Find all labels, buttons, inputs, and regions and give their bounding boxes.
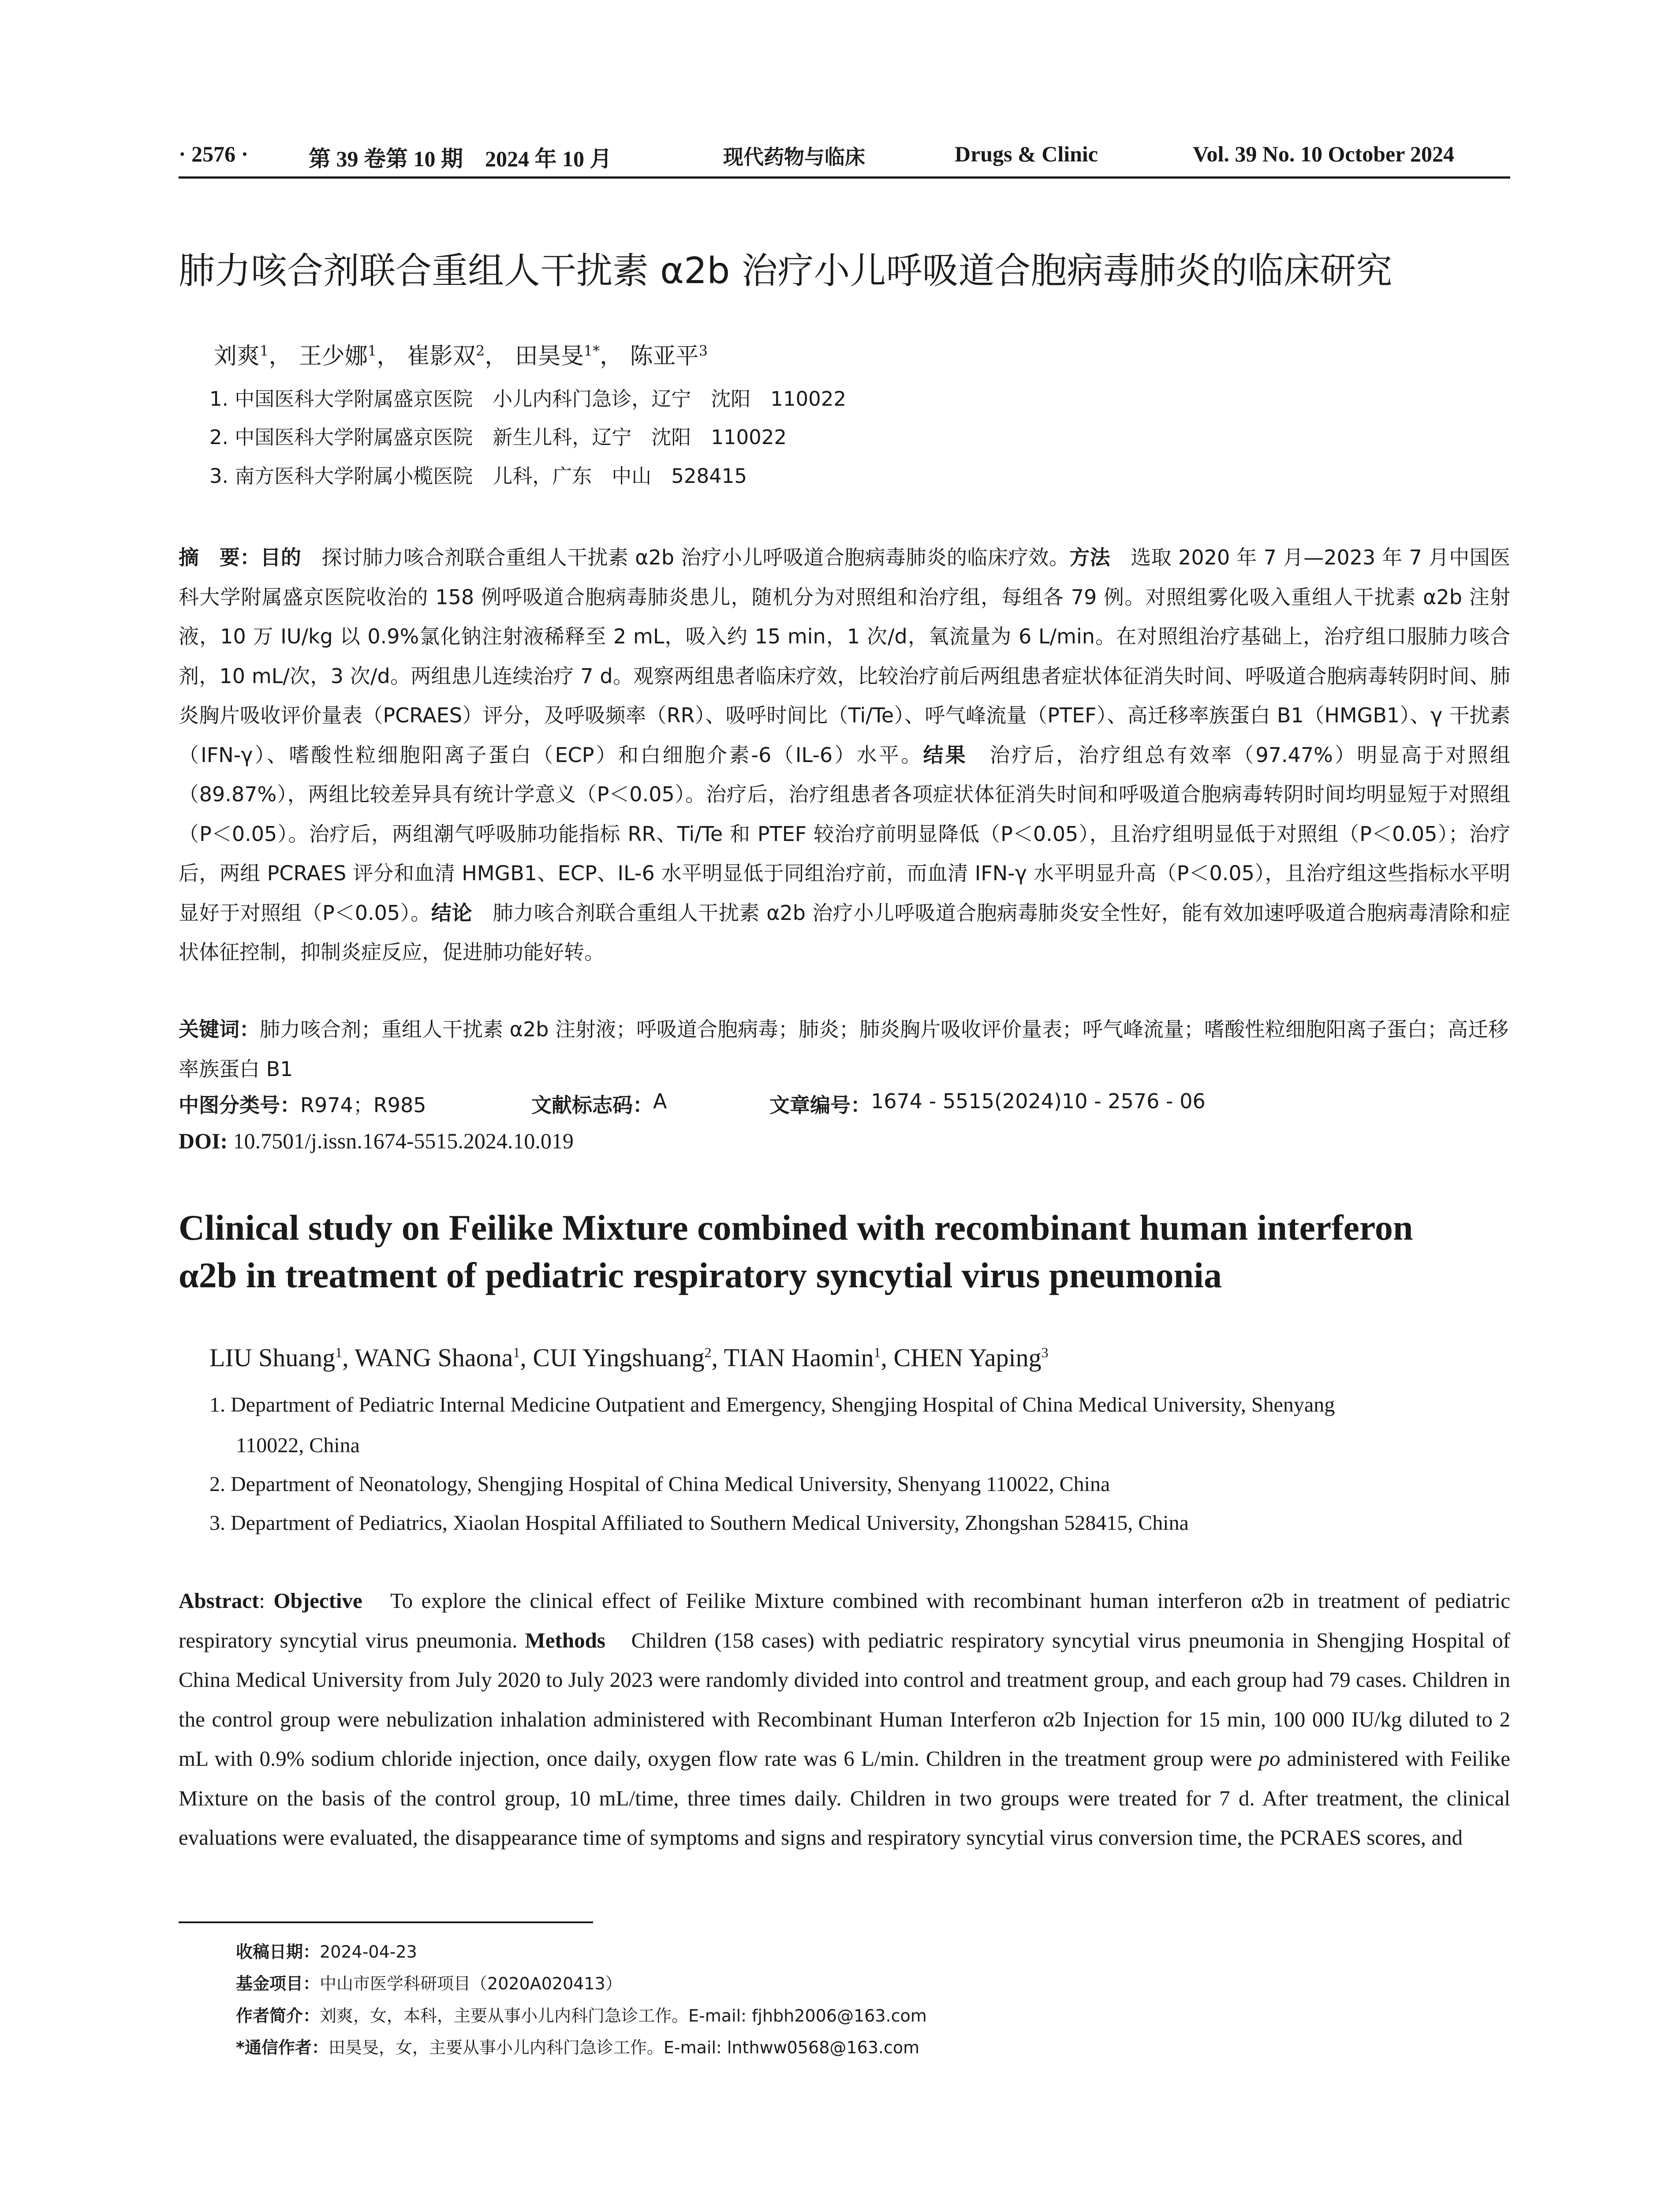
en-author: CUI Yingshuang: [533, 1343, 705, 1372]
footnote-label: 收稿日期：: [236, 1942, 320, 1962]
footnote-rule: [179, 1921, 593, 1923]
footnote-label: 作者简介：: [236, 2006, 320, 2026]
footnote-fund: [236, 1970, 622, 1994]
cn-conclusion-text: 肺力咳合剂联合重组人干扰素 α2b 治疗小儿呼吸道合胞病毒肺炎安全性好，能有效加速呼吸道合胞病毒清除和症状体征控制，抑制炎症反应，促进肺功能好转。: [179, 901, 1510, 964]
cn-author-sup: 1*: [583, 342, 600, 359]
cn-author: 陈亚平: [630, 343, 699, 370]
en-objective-text: To explore the clinical effect of Feilike Mixture combined with recombinant human interferon α2b in treatment of pediatric respiratory syncytial virus pneumonia.: [179, 1588, 1510, 1652]
en-author: LIU Shuang: [209, 1343, 336, 1372]
en-author: WANG Shaona: [355, 1343, 513, 1372]
page-number: · 2576 ·: [179, 142, 249, 166]
cn-journal-name: 现代药物与临床: [723, 145, 865, 169]
en-author-sup: 1: [874, 1344, 881, 1360]
en-author-sup: 2: [704, 1344, 712, 1360]
footnote-received: [236, 1938, 417, 1962]
cn-keywords: [179, 1010, 1510, 1089]
cn-keywords-label: 关键词：: [179, 1017, 260, 1041]
cn-author: 王少娜: [299, 343, 368, 370]
doccode-value: A: [653, 1089, 667, 1113]
articleno-value: 1674 - 5515(2024)10 - 2576 - 06: [871, 1089, 1206, 1113]
doi-value: 10.7501/j.issn.1674-5515.2024.10.019: [233, 1129, 574, 1153]
footnote-corresponding: [236, 2034, 919, 2058]
en-title-line: Clinical study on Feilike Mixture combined with recombinant human interferon: [179, 1207, 1413, 1248]
en-affiliation-line: 1. Department of Pediatric Internal Medicine Outpatient and Emergency, Shengjing Hospital of China Medical University, Shenyang: [209, 1393, 1335, 1416]
en-issue: Vol. 39 No. 10 October 2024: [1193, 142, 1455, 166]
cn-abstract: [179, 538, 1510, 972]
doi-line: [179, 1128, 574, 1154]
cn-keywords-text: 肺力咳合剂；重组人干扰素 α2b 注射液；呼吸道合胞病毒；肺炎；肺炎胸片吸收评价量表；呼气峰流量；嗜酸性粒细胞阳离子蛋白；高迁移率族蛋白 B1: [179, 1017, 1509, 1081]
footnote-text: 刘爽，女，本科，主要从事小儿内科门急诊工作。E-mail: fjhbh2006@163.com: [320, 2006, 927, 2026]
en-author: CHEN Yaping: [893, 1343, 1042, 1372]
cn-results-label: 结果: [923, 743, 968, 767]
en-affiliation: 2. Department of Neonatology, Shengjing Hospital of China Medical University, Shenyang 110022, China: [209, 1472, 1110, 1496]
en-affiliation: [209, 1385, 1510, 1466]
en-journal-name: Drugs & Clinic: [955, 142, 1098, 166]
en-objective-label: Objective: [273, 1588, 362, 1613]
cn-methods-text: 选取 2020 年 7 月—2023 年 7 月中国医科大学附属盛京医院收治的 158 例呼吸道合胞病毒肺炎患儿，随机分为对照组和治疗组，每组各 79 例。对照组雾化吸入重组人干扰素 α2b 注射液，10 万 IU/kg 以 0.9%氯化钠注射液稀释至 2 mL，吸入约 15 min，1 次/d，氧流量为 6 L/min。在对照组治疗基础上，治疗组口服肺力咳合剂，10 mL/次，3 次/d。两组患儿连续治疗 7 d。观察两组患者临床疗效，比较治疗前后两组患者症状体征消失时间、呼吸道合胞病毒转阴时间、肺炎胸片吸收评价量表（PCRAES）评分，及呼吸频率（RR）、吸呼时间比（Ti/Te）、呼气峰流量（PTEF）、高迁移率族蛋白 B1（HMGB1）、γ 干扰素（IFN-γ）、嗜酸性粒细胞阳离子蛋白（ECP）和白细胞介素-6（IL-6）水平。: [179, 546, 1511, 767]
cn-methods-label: 方法: [1069, 546, 1110, 569]
en-author-sup: 1: [513, 1344, 520, 1360]
cn-title: 肺力咳合剂联合重组人干扰素 α2b 治疗小儿呼吸道合胞病毒肺炎的临床研究: [179, 250, 1393, 292]
en-abstract: Abstract: Objective To explore the clinical effect of Feilike Mixture combined with recombinant human interferon α2b in treatment of pediatric respiratory syncytial virus pneumonia. Methods Children (158 cases) with pediatric respiratory syncytial virus pneumonia in Shengjing Hospital of China Medical University from July 2020 to July 2023 were randomly divided into control and treatment group, and each group had 79 cases. Children in the control group were nebulization inhalation administered with Recombinant Human Interferon α2b Injection for 15 min, 100 000 IU/kg diluted to 2 mL with 0.9% sodium chloride injection, once daily, oxygen flow rate was 6 L/min. Children in the treatment group were po administered with Feilike Mixture on the basis of the control group, 10 mL/time, three times daily. Children in two groups were treated for 7 d. After treatment, the clinical evaluations were evaluated, the disappearance time of symptoms and signs and respiratory syncytial virus conversion time, the PCRAES scores, and: [179, 1588, 1511, 1850]
footnote-text: 中山市医学科研项目（2020A020413）: [320, 1974, 622, 1993]
en-methods-po: po: [1258, 1746, 1281, 1771]
en-author-sup: 3: [1041, 1344, 1049, 1360]
cn-author: 刘爽: [214, 343, 260, 370]
running-header: [179, 141, 1510, 176]
footnote-text: 2024-04-23: [320, 1942, 417, 1962]
footnote-text: 田昊旻，女，主要从事小儿内科门急诊工作。E-mail: lnthww0568@163.com: [328, 2038, 920, 2057]
cn-author: 崔影双: [407, 343, 476, 370]
cn-affiliation: 2. 中国医科大学附属盛京医院 新生儿科，辽宁 沈阳 110022: [209, 426, 787, 449]
class-label: 中图分类号：: [179, 1093, 300, 1117]
cn-affiliation: 3. 南方医科大学附属小榄医院 儿科，广东 中山 528415: [209, 464, 747, 488]
cn-author: 田昊旻: [515, 343, 584, 370]
en-abstract-label: Abstract: [179, 1588, 259, 1613]
doi-label: DOI:: [179, 1129, 228, 1153]
en-methods-text: Children (158 cases) with pediatric respiratory syncytial virus pneumonia in Shengjing Hospital of China Medical University from July 2020 to July 2023 were randomly divided into control and treatment group, and each group had 79 cases. Children in the control group were nebulization inhalation administered with Recombinant Human Interferon α2b Injection for 15 min, 100 000 IU/kg diluted to 2 mL with 0.9% sodium chloride injection, once daily, oxygen flow rate was 6 L/min. Children in the treatment group were: [179, 1628, 1510, 1771]
en-methods-text-cont: administered with Feilike Mixture on the basis of the control group, 10 mL/time, three times daily. Children in two groups were treated for 7 d. After treatment, the clinical evaluations were evaluated, the disappearance time of symptoms and signs and respiratory syncytial virus conversion time, the PCRAES scores, and: [179, 1746, 1511, 1850]
en-affiliation-line: 110022, China: [236, 1434, 360, 1457]
cn-abstract-label: 摘 要：: [179, 546, 261, 569]
cn-issue: 第 39 卷第 10 期 2024 年 10 月: [309, 146, 612, 171]
cn-author-sup: 1: [367, 342, 377, 359]
class-value: R974；R985: [300, 1093, 426, 1117]
en-title: [179, 1204, 1510, 1299]
en-affiliation: 3. Department of Pediatrics, Xiaolan Hospital Affiliated to Southern Medical University, Zhongshan 528415, China: [209, 1511, 1189, 1535]
en-author-sup: 1: [335, 1344, 343, 1360]
cn-objective-label: 目的: [260, 546, 302, 569]
cn-author-sup: 2: [475, 342, 485, 359]
cn-conclusion-label: 结论: [431, 901, 473, 925]
footnote-author-bio: [236, 2002, 927, 2026]
en-authors: LIU Shuang$^1$, WANG Shaona$^1$, CUI Yingshuang$^2$, TIAN Haomin$^1$, CHEN Yaping$^3$: [209, 1343, 1049, 1372]
doccode-label: 文献标志码：: [531, 1093, 653, 1117]
header-rule: [179, 176, 1510, 179]
cn-results-text: 治疗后，治疗组总有效率（97.47%）明显高于对照组（89.87%），两组比较差异具有统计学意义（P＜0.05）。治疗后，治疗组患者各项症状体征消失时间和呼吸道合胞病毒转阴时间均明显短于对照组（P＜0.05）。治疗后，两组潮气呼吸肺功能指标 RR、Ti/Te 和 PTEF 较治疗前明显降低（P＜0.05），且治疗组明显低于对照组（P＜0.05）；治疗后，两组 PCRAES 评分和血清 HMGB1、ECP、IL-6 水平明显低于同组治疗前，而血清 IFN-γ 水平明显升高（P＜0.05），且治疗组这些指标水平明显好于对照组（P＜0.05）。: [179, 743, 1511, 925]
en-author: TIAN Haomin: [724, 1343, 874, 1372]
cn-objective-text: 探讨肺力咳合剂联合重组人干扰素 α2b 治疗小儿呼吸道合胞病毒肺炎的临床疗效。: [321, 546, 1070, 569]
footnote-label: *通信作者：: [236, 2038, 329, 2057]
articleno-label: 文章编号：: [769, 1093, 871, 1117]
cn-author-sup: 3: [698, 342, 708, 359]
en-title-line: α2b in treatment of pediatric respiratory syncytial virus pneumonia: [179, 1255, 1222, 1295]
footnote-label: 基金项目：: [236, 1974, 320, 1993]
en-methods-label: Methods: [525, 1628, 605, 1652]
cn-authors: 刘爽$^1$， 王少娜$^1$， 崔影双$^2$， 田昊旻$^{1*}$， 陈亚平$^3$: [214, 342, 708, 370]
cn-author-sup: 1: [260, 342, 269, 359]
cn-affiliation: 1. 中国医科大学附属盛京医院 小儿内科门急诊，辽宁 沈阳 110022: [209, 387, 847, 411]
